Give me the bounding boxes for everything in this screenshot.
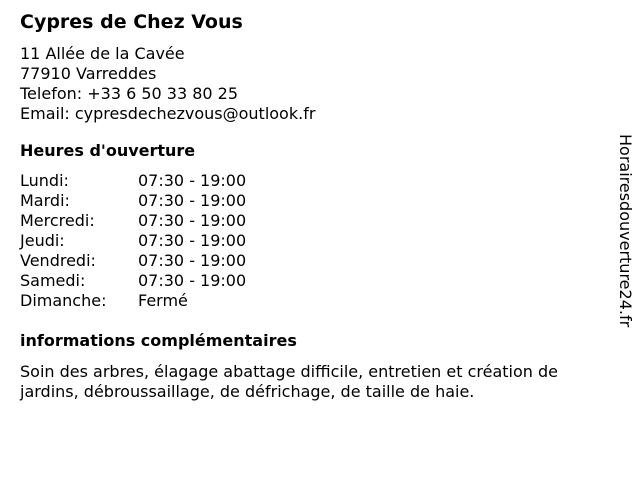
phone-text: Telefon: +33 6 50 33 80 25 [20,84,239,103]
hours-time: 07:30 - 19:00 [138,171,247,190]
business-name: Cypres de Chez Vous [20,11,243,33]
email-text: Email: cypresdechezvous@outlook.fr [20,104,316,123]
opening-hours-heading: Heures d'ouverture [20,141,196,160]
hours-row-wednesday [20,211,610,231]
additional-info-heading: informations complémentaires [20,331,297,350]
hours-day: Jeudi: [20,231,65,250]
business-details [20,8,610,418]
hours-day: Mercredi: [20,211,95,230]
hours-time: 07:30 - 19:00 [138,251,247,270]
hours-day: Vendredi: [20,251,96,270]
hours-row-saturday [20,271,610,291]
address-city: 77910 Varreddes [20,64,157,83]
contact-block [20,44,610,124]
hours-time: 07:30 - 19:00 [138,211,247,230]
site-watermark: Horairesdouverture24.fr [616,134,635,328]
address-street: 11 Allée de la Cavée [20,44,185,63]
hours-day: Mardi: [20,191,70,210]
hours-day: Samedi: [20,271,86,290]
hours-row-tuesday [20,191,610,211]
hours-day: Dimanche: [20,291,107,310]
hours-day: Lundi: [20,171,69,190]
hours-time: 07:30 - 19:00 [138,191,247,210]
hours-time: 07:30 - 19:00 [138,231,247,250]
hours-time: 07:30 - 19:00 [138,271,247,290]
hours-row-sunday [20,291,610,311]
hours-time: Fermé [138,291,188,310]
hours-row-friday [20,251,610,271]
additional-info-text: Soin des arbres, élagage abattage difficile, entretien et création de jardins, débroussaillage, de défrichage, de taille de haie. [20,362,558,401]
hours-row-thursday [20,231,610,251]
opening-hours-table [20,171,610,311]
hours-row-monday [20,171,610,191]
